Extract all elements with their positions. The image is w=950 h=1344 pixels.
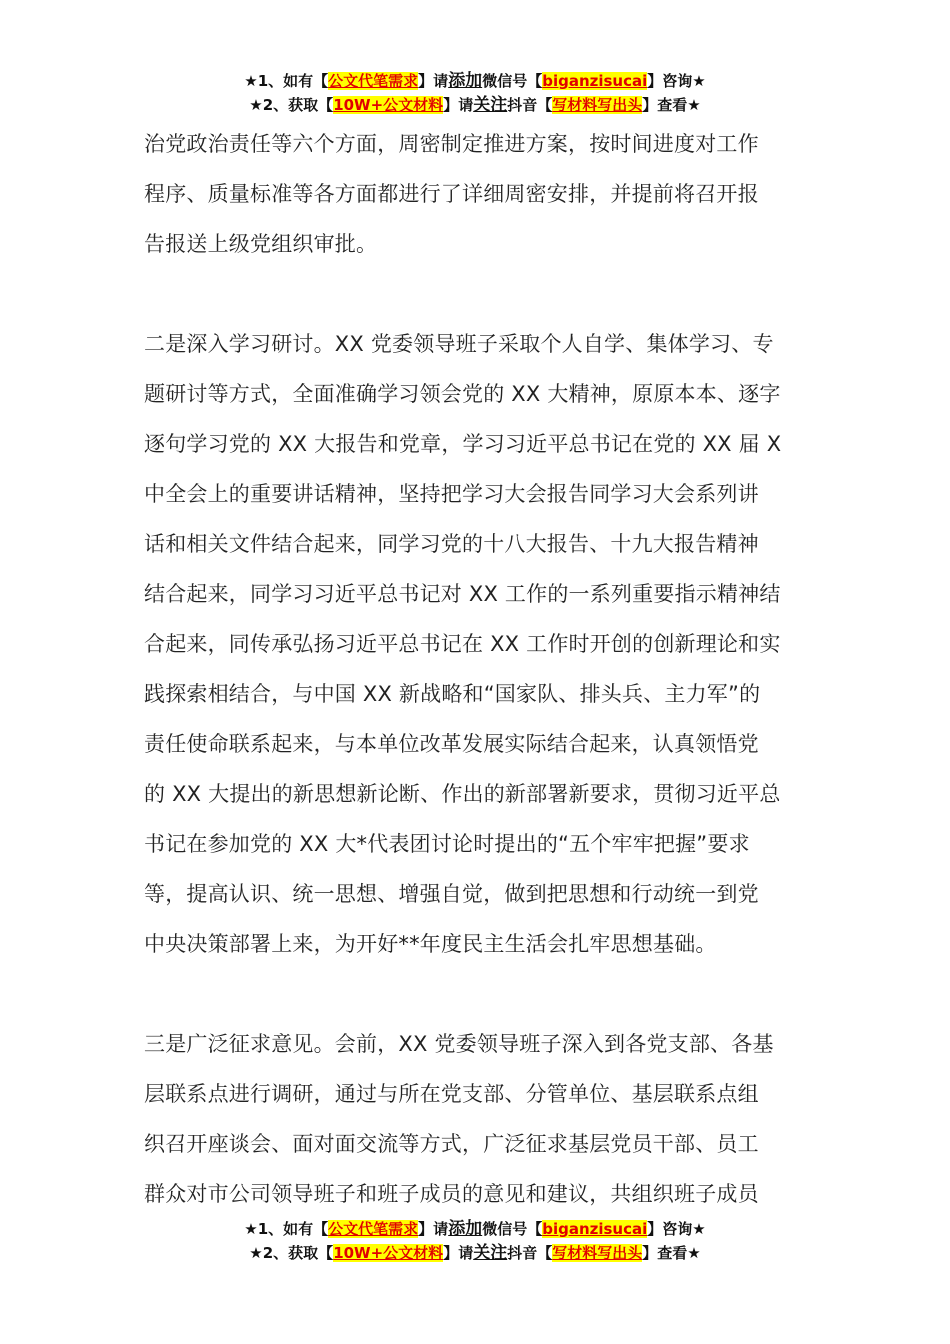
text-line: 责任使命联系起来，与本单位改革发展实际结合起来，认真领悟党 — [144, 732, 759, 756]
text-line: 告报送上级党组织审批。 — [144, 232, 378, 256]
promo-line-1: ★1、如有【公文代笔需求】请添加微信号【biganzisucai】咨询★ — [244, 1219, 706, 1239]
document-body — [144, 119, 814, 1219]
promo-line-2: ★2、获取【10W+公文材料】请关注抖音【写材料写出头】查看★ — [249, 1243, 701, 1263]
text-line: 程序、质量标准等各方面都进行了详细周密安排，并提前将召开报 — [144, 182, 759, 206]
text-line: 结合起来，同学习习近平总书记对 XX 工作的一系列重要指示精神结 — [144, 582, 781, 606]
text-line: 三是广泛征求意见。会前，XX 党委领导班子深入到各党支部、各基 — [144, 1032, 774, 1056]
paragraph-gap — [144, 269, 814, 319]
paragraph — [144, 119, 814, 269]
text-line: 中央决策部署上来，为开好**年度民主生活会扎牢思想基础。 — [144, 932, 717, 956]
paragraph — [144, 1019, 814, 1219]
text-line: 的 XX 大提出的新思想新论断、作出的新部署新要求，贯彻习近平总 — [144, 782, 781, 806]
text-line: 话和相关文件结合起来，同学习党的十八大报告、十九大报告精神 — [144, 532, 759, 556]
text-line: 题研讨等方式，全面准确学习领会党的 XX 大精神，原原本本、逐字 — [144, 382, 781, 406]
text-line: 践探索相结合，与中国 XX 新战略和“国家队、排头兵、主力军”的 — [144, 682, 761, 706]
paragraph — [144, 319, 814, 969]
text-line: 层联系点进行调研，通过与所在党支部、分管单位、基层联系点组 — [144, 1082, 759, 1106]
text-line: 等，提高认识、统一思想、增强自觉，做到把思想和行动统一到党 — [144, 882, 759, 906]
text-line: 群众对市公司领导班子和班子成员的意见和建议，共组织班子成员 — [144, 1182, 759, 1206]
promo-banner-top — [0, 69, 950, 117]
paragraph-gap — [144, 969, 814, 1019]
promo-line-2: ★2、获取【10W+公文材料】请关注抖音【写材料写出头】查看★ — [249, 95, 701, 115]
text-line: 逐句学习党的 XX 大报告和党章，学习习近平总书记在党的 XX 届 X — [144, 432, 782, 456]
text-line: 合起来，同传承弘扬习近平总书记在 XX 工作时开创的创新理论和实 — [144, 632, 781, 656]
promo-line-1: ★1、如有【公文代笔需求】请添加微信号【biganzisucai】咨询★ — [244, 71, 706, 91]
text-line: 书记在参加党的 XX 大*代表团讨论时提出的“五个牢牢把握”要求 — [144, 832, 750, 856]
text-line: 治党政治责任等六个方面，周密制定推进方案，按时间进度对工作 — [144, 132, 759, 156]
promo-banner-bottom — [0, 1217, 950, 1265]
text-line: 二是深入学习研讨。XX 党委领导班子采取个人自学、集体学习、专 — [144, 332, 774, 356]
text-line: 织召开座谈会、面对面交流等方式，广泛征求基层党员干部、员工 — [144, 1132, 759, 1156]
text-line: 中全会上的重要讲话精神，坚持把学习大会报告同学习大会系列讲 — [144, 482, 759, 506]
